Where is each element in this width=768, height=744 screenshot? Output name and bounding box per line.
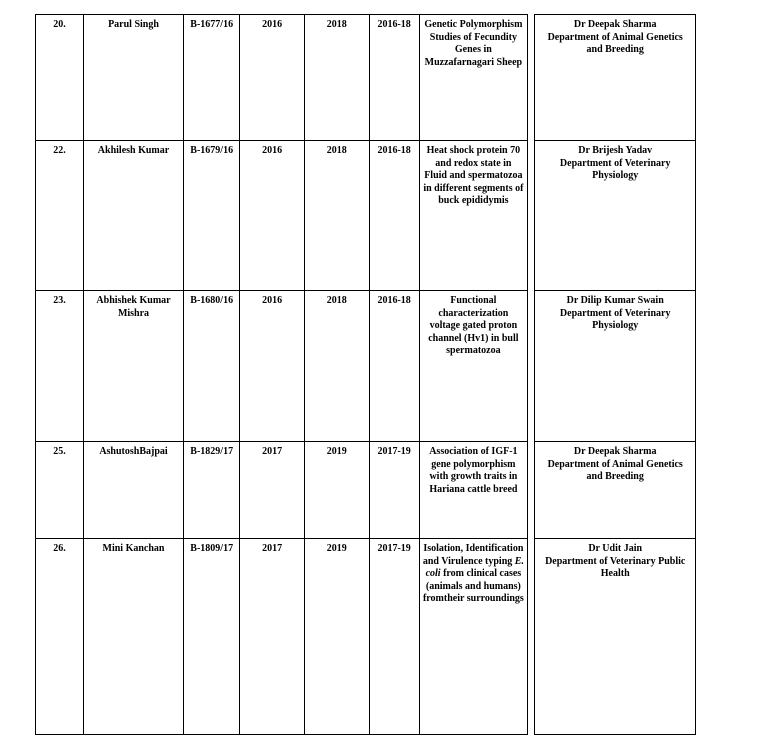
session-cell: 2016-18 (369, 291, 419, 442)
thesis-title-cell: Heat shock protein 70 and redox state in Fluid and spermatozoa in different segments of buck epididymis (419, 141, 527, 291)
student-name-cell: Abhishek Kumar Mishra (83, 291, 183, 442)
supervisor-name: Dr Brijesh Yadav (578, 145, 653, 156)
student-name-cell: AshutoshBajpai (83, 442, 183, 539)
admission-year-cell: 2017 (240, 442, 305, 539)
supervisor-name: Dr Deepak Sharma (573, 446, 657, 457)
supervisor-department: Department of Veterinary Public Health (545, 555, 686, 579)
serial-number-cell: 26. (36, 539, 84, 735)
completion-year-cell: 2018 (304, 15, 369, 141)
column-gap (528, 442, 535, 539)
serial-number-cell: 23. (36, 291, 84, 442)
supervisor-cell (535, 539, 696, 735)
roll-number-cell: B-1679/16 (184, 141, 240, 291)
thesis-title-cell (419, 539, 527, 735)
table-row (36, 291, 696, 442)
column-gap (528, 15, 535, 141)
serial-number-cell: 22. (36, 141, 84, 291)
supervisor-department: Department of Animal Genetics and Breeding (547, 458, 683, 482)
admission-year-cell: 2016 (240, 15, 305, 141)
admission-year-cell: 2016 (240, 141, 305, 291)
column-gap (528, 291, 535, 442)
student-name-cell: Parul Singh (83, 15, 183, 141)
serial-number-cell: 20. (36, 15, 84, 141)
roll-number-cell: B-1680/16 (184, 291, 240, 442)
supervisor-cell (535, 15, 696, 141)
thesis-title-cell: Functional characterization voltage gated proton channel (Hv1) in bull spermatozoa (419, 291, 527, 442)
student-name-cell: Mini Kanchan (83, 539, 183, 735)
session-cell: 2016-18 (369, 15, 419, 141)
column-gap (528, 539, 535, 735)
supervisor-department: Department of Animal Genetics and Breeding (547, 31, 683, 55)
table-row (36, 539, 696, 735)
title-text: Isolation, Identification and Virulence typing (422, 543, 524, 567)
column-gap (528, 141, 535, 291)
roll-number-cell: B-1809/17 (184, 539, 240, 735)
session-cell: 2016-18 (369, 141, 419, 291)
session-cell: 2017-19 (369, 442, 419, 539)
roll-number-cell: B-1829/17 (184, 442, 240, 539)
dissertation-records-table (35, 14, 696, 735)
supervisor-name: Dr Udit Jain (588, 543, 643, 554)
supervisor-department: Department of Veterinary Physiology (559, 307, 671, 331)
supervisor-cell (535, 141, 696, 291)
table-row (36, 141, 696, 291)
supervisor-name: Dr Deepak Sharma (573, 19, 657, 30)
supervisor-name: Dr Dilip Kumar Swain (566, 295, 664, 306)
roll-number-cell: B-1677/16 (184, 15, 240, 141)
student-name-cell: Akhilesh Kumar (83, 141, 183, 291)
session-cell: 2017-19 (369, 539, 419, 735)
title-organism-italic: E. coli (425, 555, 524, 579)
table-row (36, 442, 696, 539)
thesis-title-cell: Genetic Polymorphism Studies of Fecundity Genes in Muzzafarnagari Sheep (419, 15, 527, 141)
admission-year-cell: 2017 (240, 539, 305, 735)
supervisor-cell (535, 442, 696, 539)
supervisor-department: Department of Veterinary Physiology (559, 157, 671, 181)
completion-year-cell: 2018 (304, 291, 369, 442)
completion-year-cell: 2019 (304, 442, 369, 539)
supervisor-cell (535, 291, 696, 442)
completion-year-cell: 2018 (304, 141, 369, 291)
thesis-title-cell: Association of IGF-1 gene polymorphism with growth traits in Hariana cattle breed (419, 442, 527, 539)
completion-year-cell: 2019 (304, 539, 369, 735)
title-text-continued: from clinical cases (animals and humans) fromtheir surroundings (422, 568, 524, 604)
table-row (36, 15, 696, 141)
admission-year-cell: 2016 (240, 291, 305, 442)
serial-number-cell: 25. (36, 442, 84, 539)
